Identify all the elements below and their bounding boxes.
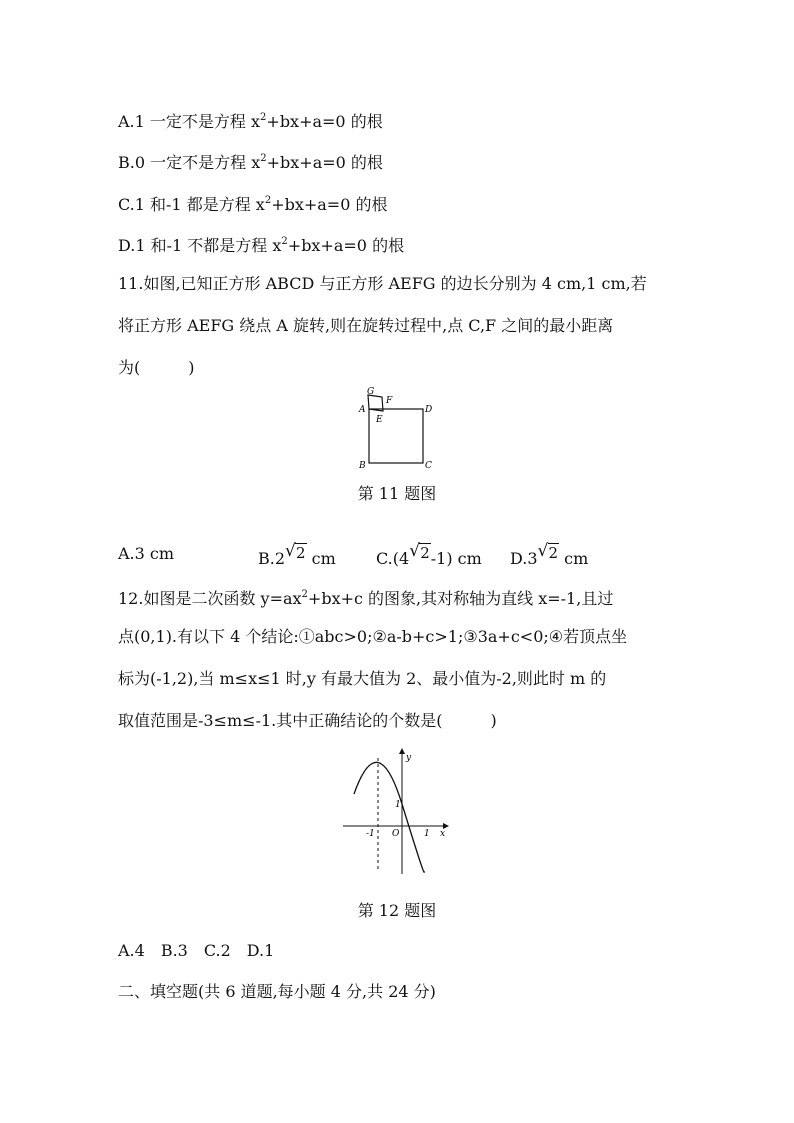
q12-text-line-1: 12.如图是二次函数 $y=ax^2+bx+c$ 的图象,其对称轴为直线 x=-1,且过 — [118, 589, 614, 608]
section-2-heading: 二、填空题(共 6 道题,每小题 4 分,共 24 分) — [118, 982, 436, 1001]
q12-text-line-2: 点(0,1).有以下 4 个结论:①abc>0;②a-b+c>1;③3a+c<0;④若顶点坐 — [118, 627, 628, 646]
q11-option-b: B.2 √ 2 cm — [258, 541, 336, 568]
q10-option-b: B.0 一定不是方程 $x^2+bx+a=0$ 的根 — [118, 153, 383, 172]
label-neg-one: -1 — [366, 829, 375, 839]
q10-option-d: D.1 和-1 不都是方程 $x^2+bx+a=0$ 的根 — [118, 236, 405, 255]
label-y: y — [406, 753, 412, 763]
q11-figure-caption: 第 11 题图 — [357, 484, 437, 503]
q11-option-a: A.3 cm — [118, 544, 175, 563]
q11-text-line-1: 11.如图,已知正方形 ABCD 与正方形 AEFG 的边长分别为 4 cm,1 cm,若 — [118, 274, 647, 293]
q10-option-c: C.1 和-1 都是方程 $x^2+bx+a=0$ 的根 — [118, 195, 388, 214]
label-g: G — [367, 387, 375, 397]
label-y-one: 1 — [395, 800, 401, 810]
sqrt-2: √ 2 — [285, 541, 306, 562]
sqrt-2: √ 2 — [409, 541, 430, 562]
parabola-curve — [354, 762, 424, 872]
q12-figure-caption: 第 12 题图 — [357, 901, 437, 920]
label-a: A — [359, 405, 366, 415]
q11-text-line-2: 将正方形 AEFG 绕点 A 旋转,则在旋转过程中,点 C,F 之间的最小距离 — [118, 316, 614, 335]
q12-options: A.4 B.3 C.2 D.1 — [118, 941, 275, 960]
q11-text-line-3: 为( ) — [118, 358, 195, 377]
q12-text-line-3: 标为(-1,2),当 m≤x≤1 时,y 有最大值为 2、最小值为-2,则此时 m 的 — [118, 669, 607, 688]
q11-figure-squares — [355, 384, 445, 476]
label-x: x — [440, 829, 446, 839]
label-b: B — [359, 461, 366, 471]
label-d: D — [425, 405, 433, 415]
q12-figure-parabola — [340, 746, 455, 878]
q11-option-c: C.(4 √ 2-1) cm — [376, 541, 482, 568]
label-x-one: 1 — [424, 829, 430, 839]
q10-option-a: A.1 一定不是方程 $x^2+bx+a=0$ 的根 — [118, 112, 383, 131]
sqrt-2: √ 2 — [537, 541, 559, 562]
label-e: E — [376, 415, 383, 425]
label-f: F — [386, 396, 393, 406]
label-c: C — [425, 461, 432, 471]
q11-option-d: D.3 √ 2 cm — [510, 541, 589, 568]
q12-text-line-4: 取值范围是-3≤m≤-1.其中正确结论的个数是( ) — [118, 711, 497, 730]
label-origin: O — [392, 829, 400, 839]
